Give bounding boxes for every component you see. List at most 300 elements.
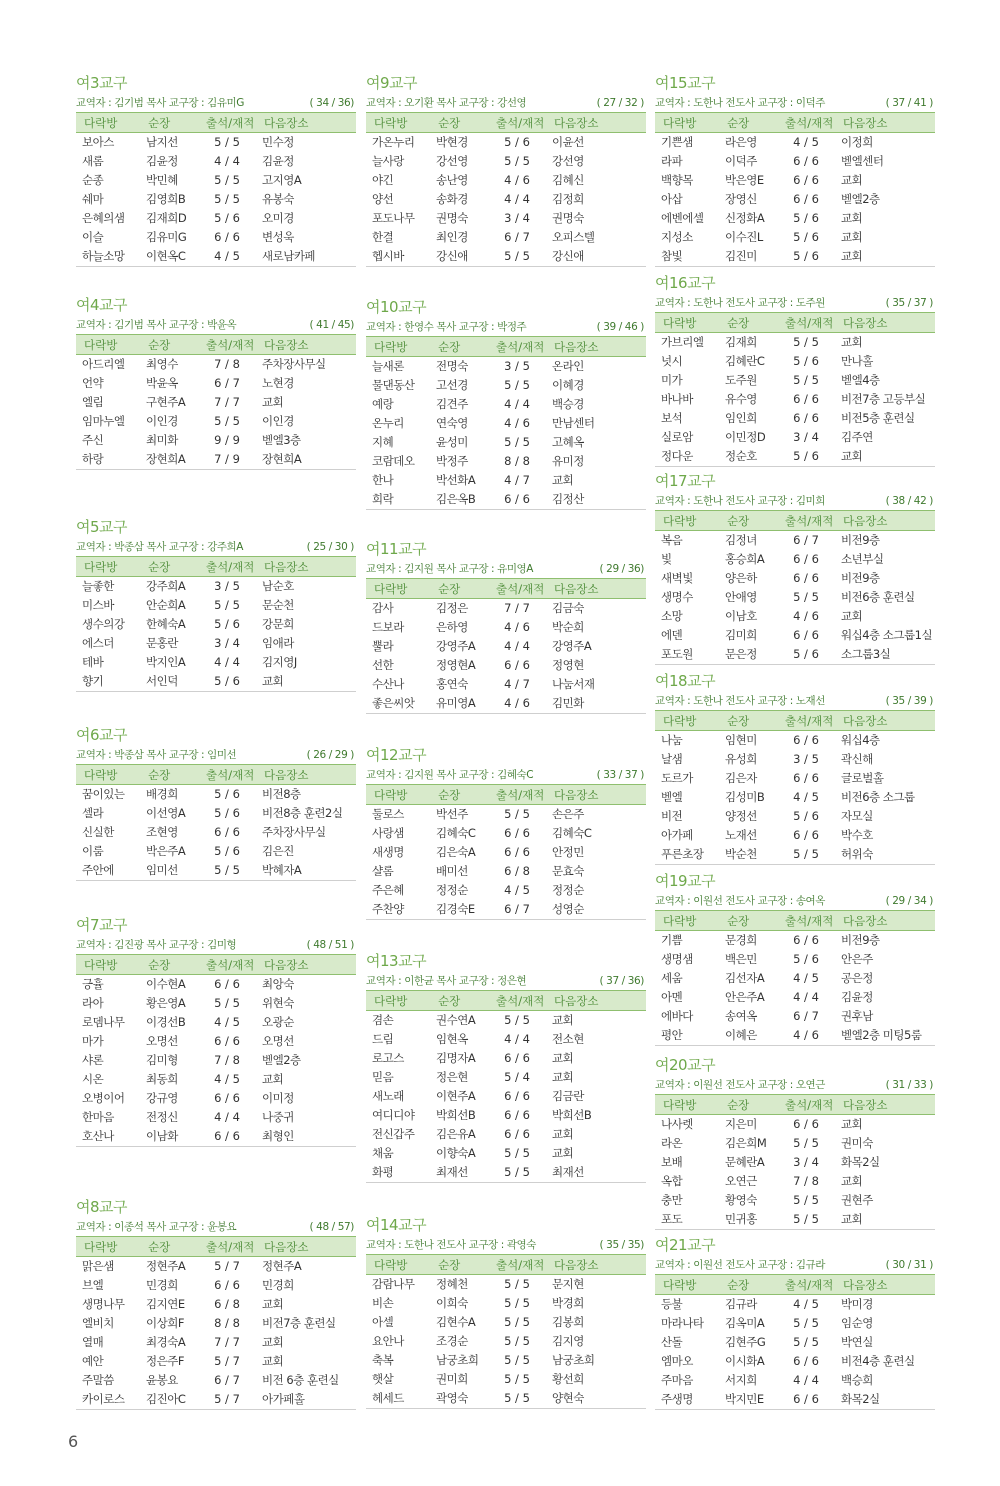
next-place-cell: 박경희: [552, 1296, 584, 1310]
table-row: [366, 900, 646, 920]
leader-cell: 라은영: [725, 135, 757, 149]
next-place-cell: 곽신해: [841, 752, 873, 766]
group-name-cell: 지성소: [661, 230, 693, 244]
column-header: 다음장소: [546, 785, 646, 805]
table-row: [76, 431, 356, 450]
column-header: 출석/재적: [777, 1275, 835, 1295]
next-place-cell: 교회: [552, 1051, 574, 1065]
table-row: [655, 1371, 935, 1390]
attendance-cell: 5 / 6: [793, 952, 819, 966]
column-header: 순장: [719, 711, 777, 731]
next-place-cell: 교회: [841, 609, 863, 623]
group-name-cell: 아삽: [661, 192, 683, 206]
group-name-cell: 포도: [655, 1210, 719, 1230]
next-place-cell: 이윤선: [552, 135, 584, 149]
attendance-cell: 4 / 5: [793, 790, 819, 804]
next-place-cell: 문지현: [552, 1277, 584, 1291]
district-title: 여4교구: [76, 296, 128, 314]
column-header: 다음장소: [256, 765, 356, 785]
next-place-cell: 비전9층: [841, 933, 880, 947]
next-place-cell: 교회: [835, 1210, 935, 1230]
district-staff-line: [655, 892, 935, 910]
district-staff-line: [366, 560, 646, 578]
column-header: 다음장소: [835, 1095, 935, 1115]
table-row: [366, 490, 646, 510]
district-staff-line: [655, 492, 935, 510]
next-place-cell: 비전6층 소그룹: [841, 790, 915, 804]
group-name-cell: 아가페: [661, 828, 693, 842]
group-name-cell: 늘새론: [372, 359, 404, 373]
staff-info: 교역자 : 김기범 목사 교구장 : 박윤옥: [76, 319, 237, 331]
leader-cell: 곽영숙: [430, 1389, 488, 1409]
group-name-cell: 참빛: [655, 247, 719, 267]
group-name-cell: 에벤에셀: [661, 211, 704, 225]
staff-info: 교역자 : 도한나 전도사 교구장 : 도주원: [655, 297, 826, 309]
leader-cell: 김진아C: [140, 1390, 198, 1410]
table-row: [76, 228, 356, 247]
attendance-cell: 6 / 6: [504, 658, 530, 672]
column-header: 다락방: [76, 557, 140, 577]
leader-cell: 안순희A: [146, 598, 186, 612]
group-name-cell: 벧엘: [661, 790, 683, 804]
attendance-cell: 5 / 4: [504, 1070, 530, 1084]
next-place-cell: 고혜옥: [552, 435, 584, 449]
attendance-table: [655, 510, 935, 665]
leader-cell: 정혜천: [436, 1277, 468, 1291]
group-name-cell: 선한: [372, 658, 394, 672]
group-name-cell: 새생명: [372, 845, 404, 859]
group-name-cell: 새롬: [82, 154, 104, 168]
district-block: [655, 272, 935, 467]
leader-cell: 정은현: [436, 1070, 468, 1084]
table-row: [655, 1026, 935, 1046]
attendance-ratio: ( 29 / 36): [599, 563, 644, 575]
column-header: 순장: [140, 335, 198, 355]
attendance-table: [366, 578, 646, 714]
attendance-cell: 5 / 5: [777, 1210, 835, 1230]
group-name-cell: 셀라: [82, 806, 104, 820]
attendance-cell: 5 / 6: [793, 809, 819, 823]
table-row: [76, 994, 356, 1013]
group-name-cell: 늘사랑: [372, 154, 404, 168]
table-row: [76, 412, 356, 431]
next-place-cell: 최앙숙: [262, 977, 294, 991]
leader-cell: 권명숙: [436, 211, 468, 225]
next-place-cell: 아가페홀: [256, 1390, 356, 1410]
column-header: 출석/재적: [488, 113, 546, 133]
group-name-cell: 한나: [372, 473, 394, 487]
group-name-cell: 수산나: [372, 677, 404, 691]
next-place-cell: 박연실: [841, 1335, 873, 1349]
next-place-cell: 벧엘3층: [262, 433, 301, 447]
table-row: [655, 769, 935, 788]
leader-cell: 박순천: [719, 845, 777, 865]
leader-cell: 강규영: [146, 1091, 178, 1105]
leader-cell: 문경희: [725, 933, 757, 947]
attendance-cell: 5 / 6: [777, 645, 835, 665]
staff-info: 교역자 : 이원선 전도사 교구장 : 송여옥: [655, 895, 826, 907]
staff-info: 교역자 : 도한나 전도사 교구장 : 이덕주: [655, 97, 826, 109]
next-place-cell: 화목2실: [835, 1390, 935, 1410]
attendance-cell: 4 / 4: [214, 1110, 240, 1124]
attendance-cell: 6 / 7: [214, 1373, 240, 1387]
leader-cell: 정현주A: [146, 1259, 186, 1273]
attendance-cell: 6 / 6: [793, 552, 819, 566]
leader-cell: 권수연A: [436, 1013, 476, 1027]
table-row: [366, 1068, 646, 1087]
next-place-cell: 벧엘2층: [841, 192, 880, 206]
attendance-cell: 5 / 5: [793, 335, 819, 349]
staff-info: 교역자 : 도한나 전도사 교구장 : 노재선: [655, 695, 826, 707]
district-staff-line: [655, 94, 935, 112]
leader-cell: 임현미: [725, 733, 757, 747]
district-block: [655, 72, 935, 267]
next-place-cell: 남순호: [262, 579, 294, 593]
attendance-cell: 5 / 5: [214, 414, 240, 428]
attendance-ratio: ( 41 / 45): [309, 319, 354, 331]
group-name-cell: 새노래: [372, 1089, 404, 1103]
attendance-cell: 4 / 5: [793, 971, 819, 985]
table-row: [76, 1371, 356, 1390]
group-name-cell: 생명샘: [661, 952, 693, 966]
next-place-cell: 유미정: [552, 454, 584, 468]
next-place-cell: 자모실: [841, 809, 873, 823]
staff-info: 교역자 : 박종삼 목사 교구장 : 임미선: [76, 749, 237, 761]
group-name-cell: 오병이어: [82, 1091, 125, 1105]
group-name-cell: 로뎀나무: [82, 1015, 125, 1029]
next-place-cell: 김금숙: [552, 601, 584, 615]
next-place-cell: 강문희: [262, 617, 294, 631]
group-name-cell: 이슬: [82, 230, 104, 244]
attendance-cell: 5 / 5: [793, 373, 819, 387]
group-name-cell: 에덴: [661, 628, 683, 642]
attendance-cell: 5 / 5: [504, 1296, 530, 1310]
next-place-cell: 만남센터: [552, 416, 595, 430]
next-place-cell: 오미경: [262, 211, 294, 225]
attendance-cell: 3 / 5: [504, 359, 530, 373]
column-header: 다음장소: [546, 337, 646, 357]
group-name-cell: 실로암: [661, 430, 693, 444]
district-title: 여3교구: [76, 74, 128, 92]
attendance-table: [76, 764, 356, 881]
table-row: [655, 750, 935, 769]
attendance-cell: 6 / 6: [504, 1127, 530, 1141]
next-place-cell: 글로벌홀: [841, 771, 884, 785]
district-title: 여11교구: [366, 540, 427, 558]
next-place-cell: 박희선B: [552, 1108, 592, 1122]
next-place-cell: 안정민: [552, 845, 584, 859]
table-row: [76, 861, 356, 881]
next-place-cell: 교회: [262, 1297, 284, 1311]
attendance-cell: 6 / 6: [793, 173, 819, 187]
group-name-cell: 아드리엘: [82, 357, 125, 371]
attendance-cell: 5 / 5: [504, 1353, 530, 1367]
next-place-cell: 오피스텔: [552, 230, 595, 244]
leader-cell: 신정화A: [725, 211, 765, 225]
next-place-cell: 비전8층 훈련2실: [262, 806, 343, 820]
column-header: 다음장소: [835, 911, 935, 931]
column-header: 다락방: [76, 335, 140, 355]
next-place-cell: 만나홀: [841, 354, 873, 368]
group-name-cell: 기쁜샘: [661, 135, 693, 149]
attendance-table: [76, 556, 356, 692]
group-name-cell: 나사렛: [661, 1117, 693, 1131]
column-header: 다음장소: [835, 511, 935, 531]
attendance-table: [655, 312, 935, 467]
next-place-cell: 온라인: [552, 359, 584, 373]
group-name-cell: 물댄동산: [372, 378, 415, 392]
table-row: [655, 1007, 935, 1026]
district-staff-line: [76, 94, 356, 112]
column-header: 다음장소: [256, 1237, 356, 1257]
next-place-cell: 교회: [552, 1013, 574, 1027]
column-header: 다음장소: [546, 1255, 646, 1275]
district-title: 여9교구: [366, 74, 418, 92]
group-name-cell: 엘비치: [82, 1316, 114, 1330]
next-place-cell: 공은정: [841, 971, 873, 985]
next-place-cell: 오광순: [262, 1015, 294, 1029]
next-place-cell: 소년부실: [841, 552, 884, 566]
district-staff-line: [655, 1256, 935, 1274]
table-row: [655, 371, 935, 390]
column-header: 다락방: [655, 313, 719, 333]
leader-cell: 장영신: [725, 192, 757, 206]
next-place-cell: 교회: [841, 1117, 863, 1131]
group-name-cell: 카이로스: [76, 1390, 140, 1410]
group-name-cell: 마가: [82, 1034, 104, 1048]
next-place-cell: 교회: [835, 447, 935, 467]
leader-cell: 김은옥B: [430, 490, 488, 510]
attendance-cell: 5 / 5: [504, 1146, 530, 1160]
group-name-cell: 신실한: [82, 825, 114, 839]
table-row: [366, 1049, 646, 1068]
attendance-ratio: ( 26 / 29 ): [306, 749, 354, 761]
next-place-cell: 권미숙: [841, 1136, 873, 1150]
leader-cell: 김정은: [436, 601, 468, 615]
leader-cell: 박정주: [436, 454, 468, 468]
district-title: 여20교구: [655, 1056, 716, 1074]
attendance-ratio: ( 27 / 32 ): [596, 97, 644, 109]
leader-cell: 도주원: [725, 373, 757, 387]
leader-cell: 송화경: [436, 192, 468, 206]
next-place-cell: 성영순: [546, 900, 646, 920]
leader-cell: 남궁초희: [436, 1353, 479, 1367]
attendance-cell: 3 / 4: [793, 1155, 819, 1169]
next-place-cell: 김지영: [552, 1334, 584, 1348]
attendance-cell: 5 / 5: [504, 378, 530, 392]
table-row: [366, 133, 646, 153]
next-place-cell: 이미정: [262, 1091, 294, 1105]
table-row: [76, 1070, 356, 1089]
table-row: [366, 637, 646, 656]
table-row: [76, 1276, 356, 1295]
attendance-cell: 7 / 9: [198, 450, 256, 470]
column-header: 출석/재적: [198, 113, 256, 133]
table-row: [655, 531, 935, 551]
leader-cell: 김혜숙C: [436, 826, 476, 840]
next-place-cell: 이정희: [841, 135, 873, 149]
district-title: 여21교구: [655, 1236, 716, 1254]
leader-cell: 연숙영: [436, 416, 468, 430]
district-block: [366, 950, 646, 1183]
attendance-cell: 5 / 5: [488, 1389, 546, 1409]
leader-cell: 배미선: [436, 864, 468, 878]
group-name-cell: 하랑: [76, 450, 140, 470]
district-staff-line: [366, 318, 646, 336]
attendance-cell: 5 / 5: [793, 590, 819, 604]
next-place-cell: 벧엘2층: [262, 1053, 301, 1067]
group-name-cell: 감람나무: [372, 1277, 415, 1291]
next-place-cell: 교회: [262, 395, 284, 409]
group-name-cell: 정다운: [655, 447, 719, 467]
next-place-cell: 고지영A: [262, 173, 302, 187]
attendance-cell: 3 / 4: [214, 636, 240, 650]
next-place-cell: 강신애: [546, 247, 646, 267]
group-name-cell: 둘로스: [372, 807, 404, 821]
district-title: 여6교구: [76, 726, 128, 744]
attendance-cell: 4 / 7: [504, 473, 530, 487]
group-name-cell: 임마누엘: [82, 414, 125, 428]
table-row: [655, 731, 935, 751]
attendance-cell: 4 / 4: [504, 639, 530, 653]
district-title: 여12교구: [366, 746, 427, 764]
leader-cell: 이혜은: [719, 1026, 777, 1046]
table-row: [76, 975, 356, 995]
district-block: [366, 538, 646, 714]
attendance-cell: 6 / 6: [214, 1034, 240, 1048]
district-staff-line: [76, 316, 356, 334]
attendance-table: [366, 336, 646, 510]
table-row: [655, 788, 935, 807]
group-name-cell: 전신갑주: [372, 1127, 415, 1141]
table-row: [76, 450, 356, 470]
attendance-cell: 5 / 5: [504, 1277, 530, 1291]
leader-cell: 정정순: [436, 883, 468, 897]
table-row: [76, 634, 356, 653]
attendance-table: [76, 334, 356, 470]
group-name-cell: 마라나타: [661, 1316, 704, 1330]
leader-cell: 노재선: [725, 828, 757, 842]
column-header: 다락방: [366, 1255, 430, 1275]
table-row: [366, 171, 646, 190]
column-header: 순장: [719, 313, 777, 333]
attendance-ratio: ( 37 / 41 ): [885, 97, 933, 109]
staff-info: 교역자 : 이원선 전도사 교구장 : 오연근: [655, 1079, 826, 1091]
group-name-cell: 보배: [661, 1155, 683, 1169]
table-row: [366, 843, 646, 862]
attendance-cell: 5 / 6: [504, 135, 530, 149]
attendance-cell: 4 / 6: [504, 620, 530, 634]
table-row: [655, 626, 935, 645]
group-name-cell: 은혜의샘: [82, 211, 125, 225]
group-name-cell: 주은혜: [372, 883, 404, 897]
district-block: [76, 1196, 356, 1410]
group-name-cell: 나눔: [661, 733, 683, 747]
leader-cell: 문혜란A: [725, 1155, 765, 1169]
next-place-cell: 김민화: [546, 694, 646, 714]
attendance-ratio: ( 35 / 39 ): [885, 695, 933, 707]
attendance-ratio: ( 48 / 57): [309, 1221, 354, 1233]
group-name-cell: 하늘소망: [76, 247, 140, 267]
table-row: [655, 152, 935, 171]
leader-cell: 강주희A: [146, 579, 186, 593]
district-title: 여15교구: [655, 74, 716, 92]
group-name-cell: 복음: [661, 533, 683, 547]
column-header: 순장: [140, 765, 198, 785]
next-place-cell: 최재선: [546, 1163, 646, 1183]
next-place-cell: 김윤정: [262, 154, 294, 168]
attendance-cell: 5 / 6: [198, 672, 256, 692]
table-row: [366, 1163, 646, 1183]
next-place-cell: 비전7층 고등부실: [841, 392, 926, 406]
leader-cell: 양정선: [725, 809, 757, 823]
next-place-cell: 워십4층 소그룹1실: [841, 628, 933, 642]
next-place-cell: 교회: [552, 1070, 574, 1084]
attendance-cell: 3 / 4: [504, 211, 530, 225]
next-place-cell: 박수호: [841, 828, 873, 842]
attendance-cell: 4 / 5: [504, 883, 530, 897]
leader-cell: 지은미: [725, 1117, 757, 1131]
next-place-cell: 장현희A: [256, 450, 356, 470]
leader-cell: 구현주A: [146, 395, 186, 409]
district-block: [366, 72, 646, 267]
attendance-table: [366, 112, 646, 267]
table-row: [366, 1106, 646, 1125]
attendance-cell: 6 / 6: [793, 1117, 819, 1131]
leader-cell: 박민혜: [146, 173, 178, 187]
table-row: [76, 355, 356, 375]
district-title: 여19교구: [655, 872, 716, 890]
attendance-cell: 5 / 6: [214, 787, 240, 801]
table-row: [655, 333, 935, 353]
group-name-cell: 주마음: [661, 1373, 693, 1387]
attendance-cell: 6 / 6: [793, 192, 819, 206]
district-staff-line: [366, 972, 646, 990]
column-header: 순장: [719, 1095, 777, 1115]
column-header: 순장: [430, 785, 488, 805]
next-place-cell: 오명선: [262, 1034, 294, 1048]
attendance-ratio: ( 25 / 30 ): [306, 541, 354, 553]
group-name-cell: 드보라: [372, 620, 404, 634]
leader-cell: 김명자A: [436, 1051, 476, 1065]
table-row: [366, 1125, 646, 1144]
group-name-cell: 생명나무: [82, 1297, 125, 1311]
table-row: [76, 374, 356, 393]
next-place-cell: 비전9층: [841, 533, 880, 547]
district-block: [366, 296, 646, 510]
leader-cell: 안은주A: [725, 990, 765, 1004]
group-name-cell: 순종: [82, 173, 104, 187]
leader-cell: 배경희: [146, 787, 178, 801]
attendance-cell: 4 / 6: [504, 173, 530, 187]
leader-cell: 이경선B: [146, 1015, 186, 1029]
group-name-cell: 꿈이있는: [82, 787, 125, 801]
next-place-cell: 강영주A: [552, 639, 592, 653]
district-title: 여8교구: [76, 1198, 128, 1216]
column-header: 다음장소: [546, 991, 646, 1011]
attendance-cell: 4 / 4: [504, 192, 530, 206]
leader-cell: 정영현A: [436, 658, 476, 672]
attendance-cell: 4 / 6: [793, 609, 819, 623]
column-header: 다음장소: [835, 711, 935, 731]
group-name-cell: 엘림: [82, 395, 104, 409]
column-header: 다락방: [76, 765, 140, 785]
leader-cell: 유수영: [725, 392, 757, 406]
next-place-cell: 교회: [835, 247, 935, 267]
attendance-cell: 7 / 7: [214, 395, 240, 409]
leader-cell: 최경숙A: [146, 1335, 186, 1349]
column-header: 순장: [719, 1275, 777, 1295]
